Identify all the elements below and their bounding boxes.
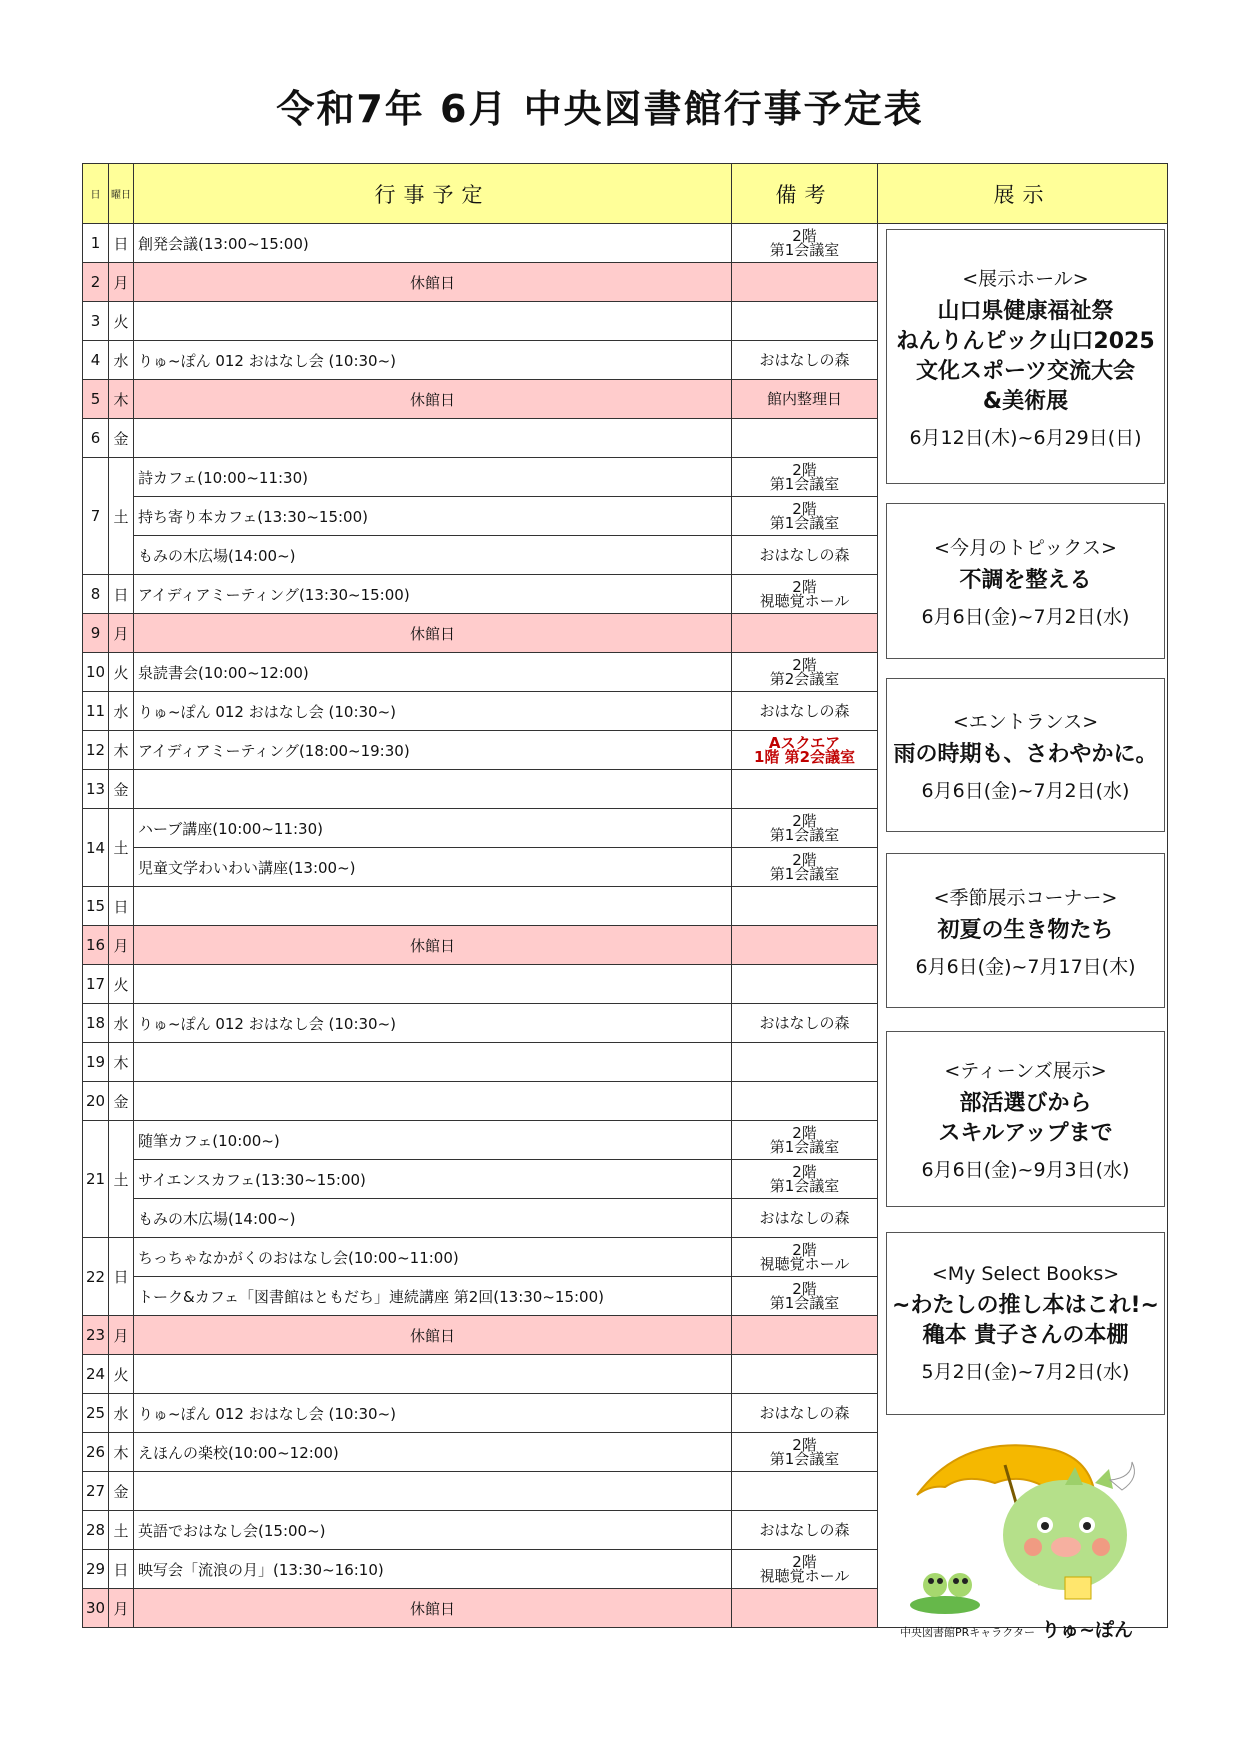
event-cell: 映写会「流浪の月」(13:30~16:10)	[134, 1550, 732, 1589]
exhibit-box	[886, 1031, 1165, 1207]
event-cell	[134, 1043, 732, 1082]
day-cell: 24	[83, 1355, 109, 1394]
weekday-cell: 木	[109, 1433, 134, 1472]
weekday-cell: 月	[109, 926, 134, 965]
day-cell: 13	[83, 770, 109, 809]
exhibit-title: 雨の時期も、さわやかに。	[893, 742, 1158, 767]
day-cell: 21	[83, 1121, 109, 1238]
note-cell: 2階 第1会議室	[732, 848, 878, 887]
note-cell: 2階 第2会議室	[732, 653, 878, 692]
exhibit-title: 部活選びから スキルアップまで	[938, 1091, 1113, 1146]
event-cell: えほんの楽校(10:00~12:00)	[134, 1433, 732, 1472]
note-cell: 2階 第1会議室	[732, 809, 878, 848]
weekday-cell: 火	[109, 1355, 134, 1394]
exhibit-label: <展示ホール>	[962, 267, 1089, 290]
weekday-cell: 水	[109, 1004, 134, 1043]
event-cell	[134, 1355, 732, 1394]
day-cell: 4	[83, 341, 109, 380]
note-cell	[732, 614, 878, 653]
exhibit-title: 不調を整える	[959, 568, 1092, 593]
weekday-cell: 日	[109, 1238, 134, 1316]
table-header-row	[83, 164, 1168, 224]
mascot-caption	[900, 1615, 1133, 1642]
exhibit-title: 初夏の生き物たち	[937, 917, 1114, 943]
day-cell: 5	[83, 380, 109, 419]
exhibit-dates: 6月6日(金)~9月3日(水)	[921, 1159, 1130, 1181]
exhibit-box	[886, 678, 1165, 832]
header-events: 行事予定	[134, 164, 732, 224]
page-title: 令和7年 6月 中央図書館行事予定表	[276, 87, 924, 131]
event-cell: りゅ~ぽん 012 おはなし会 (10:30~)	[134, 1394, 732, 1433]
exhibit-box	[886, 503, 1165, 659]
mascot-name: りゅ~ぽん	[1041, 1619, 1133, 1641]
day-cell: 15	[83, 887, 109, 926]
note-cell: 2階 第1会議室	[732, 1433, 878, 1472]
event-cell	[134, 419, 732, 458]
weekday-cell: 日	[109, 224, 134, 263]
weekday-cell: 土	[109, 809, 134, 887]
weekday-cell: 金	[109, 1472, 134, 1511]
exhibit-box	[886, 229, 1165, 484]
exhibit-label: <今月のトピックス>	[934, 537, 1117, 559]
weekday-cell: 土	[109, 1511, 134, 1550]
note-cell	[732, 302, 878, 341]
note-cell: おはなしの森	[732, 1004, 878, 1043]
exhibit-label: <エントランス>	[952, 711, 1099, 733]
event-cell: 詩カフェ(10:00~11:30)	[134, 458, 732, 497]
day-cell: 2	[83, 263, 109, 302]
note-cell: 2階 第1会議室	[732, 1121, 878, 1160]
note-cell: 2階 視聴覚ホール	[732, 575, 878, 614]
note-cell: 館内整理日	[732, 380, 878, 419]
weekday-cell: 金	[109, 419, 134, 458]
event-cell: 休館日	[134, 263, 732, 302]
event-cell	[134, 1082, 732, 1121]
event-cell: 休館日	[134, 1316, 732, 1355]
weekday-cell: 土	[109, 458, 134, 575]
weekday-cell: 水	[109, 1394, 134, 1433]
day-cell: 6	[83, 419, 109, 458]
event-cell: 泉読書会(10:00~12:00)	[134, 653, 732, 692]
weekday-cell: 火	[109, 965, 134, 1004]
event-cell: 随筆カフェ(10:00~)	[134, 1121, 732, 1160]
note-cell: 2階 第1会議室	[732, 1160, 878, 1199]
day-cell: 22	[83, 1238, 109, 1316]
exhibit-dates: 6月12日(木)~6月29日(日)	[909, 426, 1142, 449]
exhibit-label: <季節展示コーナー>	[933, 886, 1118, 909]
event-cell: もみの木広場(14:00~)	[134, 1199, 732, 1238]
day-cell: 3	[83, 302, 109, 341]
event-cell	[134, 887, 732, 926]
weekday-cell: 月	[109, 1589, 134, 1628]
note-cell: おはなしの森	[732, 1511, 878, 1550]
day-cell: 17	[83, 965, 109, 1004]
note-cell: おはなしの森	[732, 1199, 878, 1238]
note-cell	[732, 1043, 878, 1082]
note-cell: おはなしの森	[732, 692, 878, 731]
exhibit-box	[886, 1232, 1165, 1415]
weekday-cell: 水	[109, 692, 134, 731]
day-cell: 25	[83, 1394, 109, 1433]
day-cell: 7	[83, 458, 109, 575]
header-dow: 曜日	[109, 164, 134, 224]
note-cell: おはなしの森	[732, 536, 878, 575]
day-cell: 16	[83, 926, 109, 965]
weekday-cell: 日	[109, 887, 134, 926]
day-cell: 9	[83, 614, 109, 653]
event-cell: 休館日	[134, 926, 732, 965]
note-cell	[732, 887, 878, 926]
note-cell: 2階 第1会議室	[732, 224, 878, 263]
day-cell: 23	[83, 1316, 109, 1355]
weekday-cell: 月	[109, 1316, 134, 1355]
day-cell: 28	[83, 1511, 109, 1550]
event-cell: りゅ~ぽん 012 おはなし会 (10:30~)	[134, 341, 732, 380]
event-cell: りゅ~ぽん 012 おはなし会 (10:30~)	[134, 692, 732, 731]
note-cell	[732, 926, 878, 965]
weekday-cell: 木	[109, 1043, 134, 1082]
event-cell: アイディアミーティング(18:00~19:30)	[134, 731, 732, 770]
event-cell	[134, 1472, 732, 1511]
header-exhibit: 展示	[878, 164, 1168, 224]
weekday-cell: 水	[109, 341, 134, 380]
note-cell: 2階 第1会議室	[732, 497, 878, 536]
event-cell: サイエンスカフェ(13:30~15:00)	[134, 1160, 732, 1199]
day-cell: 30	[83, 1589, 109, 1628]
event-cell: ハーブ講座(10:00~11:30)	[134, 809, 732, 848]
note-cell: おはなしの森	[732, 1394, 878, 1433]
day-cell: 12	[83, 731, 109, 770]
note-cell	[732, 419, 878, 458]
event-cell: 児童文学わいわい講座(13:00~)	[134, 848, 732, 887]
note-cell	[732, 263, 878, 302]
weekday-cell: 火	[109, 653, 134, 692]
day-cell: 19	[83, 1043, 109, 1082]
event-cell	[134, 965, 732, 1004]
weekday-cell: 日	[109, 575, 134, 614]
note-cell	[732, 1472, 878, 1511]
day-cell: 10	[83, 653, 109, 692]
event-cell: もみの木広場(14:00~)	[134, 536, 732, 575]
event-cell: ちっちゃなかがくのおはなし会(10:00~11:00)	[134, 1238, 732, 1277]
exhibit-label: <My Select Books>	[931, 1263, 1120, 1285]
note-cell	[732, 1355, 878, 1394]
event-cell	[134, 302, 732, 341]
note-cell: 2階 第1会議室	[732, 458, 878, 497]
day-cell: 8	[83, 575, 109, 614]
note-cell: おはなしの森	[732, 341, 878, 380]
exhibit-dates: 5月2日(金)~7月2日(水)	[921, 1361, 1130, 1383]
weekday-cell: 日	[109, 1550, 134, 1589]
exhibit-box	[886, 853, 1165, 1008]
weekday-cell: 火	[109, 302, 134, 341]
day-cell: 18	[83, 1004, 109, 1043]
day-cell: 11	[83, 692, 109, 731]
note-cell	[732, 770, 878, 809]
weekday-cell: 月	[109, 263, 134, 302]
event-cell: アイディアミーティング(13:30~15:00)	[134, 575, 732, 614]
mascot-ryupon-illustration	[905, 1425, 1165, 1620]
event-cell	[134, 770, 732, 809]
day-cell: 26	[83, 1433, 109, 1472]
note-cell	[732, 965, 878, 1004]
exhibit-title: 山口県健康福祉祭 ねんりんピック山口2025 文化スポーツ交流大会 &美術展	[896, 298, 1155, 414]
exhibit-dates: 6月6日(金)~7月17日(木)	[915, 955, 1136, 978]
weekday-cell: 金	[109, 770, 134, 809]
event-cell: トーク&カフェ「図書館はともだち」連続講座 第2回(13:30~15:00)	[134, 1277, 732, 1316]
day-cell: 1	[83, 224, 109, 263]
note-cell	[732, 1316, 878, 1355]
event-cell: 休館日	[134, 614, 732, 653]
day-cell: 14	[83, 809, 109, 887]
event-cell: 持ち寄り本カフェ(13:30~15:00)	[134, 497, 732, 536]
weekday-cell: 金	[109, 1082, 134, 1121]
exhibit-dates: 6月6日(金)~7月2日(水)	[921, 606, 1130, 628]
header-notes: 備考	[732, 164, 878, 224]
day-cell: 27	[83, 1472, 109, 1511]
event-cell: 英語でおはなし会(15:00~)	[134, 1511, 732, 1550]
event-cell: 休館日	[134, 380, 732, 419]
exhibit-title: ~わたしの推し本はこれ!~ 穐本 貴子さんの本棚	[892, 1293, 1159, 1348]
event-cell: 創発会議(13:00~15:00)	[134, 224, 732, 263]
note-cell: Aスクエア 1階 第2会議室	[732, 731, 878, 770]
weekday-cell: 土	[109, 1121, 134, 1238]
header-day: 日	[83, 164, 109, 224]
note-cell	[732, 1589, 878, 1628]
event-cell: りゅ~ぽん 012 おはなし会 (10:30~)	[134, 1004, 732, 1043]
weekday-cell: 月	[109, 614, 134, 653]
exhibit-label: <ティーンズ展示>	[944, 1060, 1107, 1082]
weekday-cell: 木	[109, 380, 134, 419]
day-cell: 29	[83, 1550, 109, 1589]
caption-text: 中央図書館PRキャラクター	[900, 1626, 1036, 1639]
day-cell: 20	[83, 1082, 109, 1121]
note-cell: 2階 第1会議室	[732, 1277, 878, 1316]
weekday-cell: 木	[109, 731, 134, 770]
note-cell: 2階 視聴覚ホール	[732, 1550, 878, 1589]
event-cell: 休館日	[134, 1589, 732, 1628]
exhibit-dates: 6月6日(金)~7月2日(水)	[921, 780, 1130, 802]
note-cell: 2階 視聴覚ホール	[732, 1238, 878, 1277]
note-cell	[732, 1082, 878, 1121]
